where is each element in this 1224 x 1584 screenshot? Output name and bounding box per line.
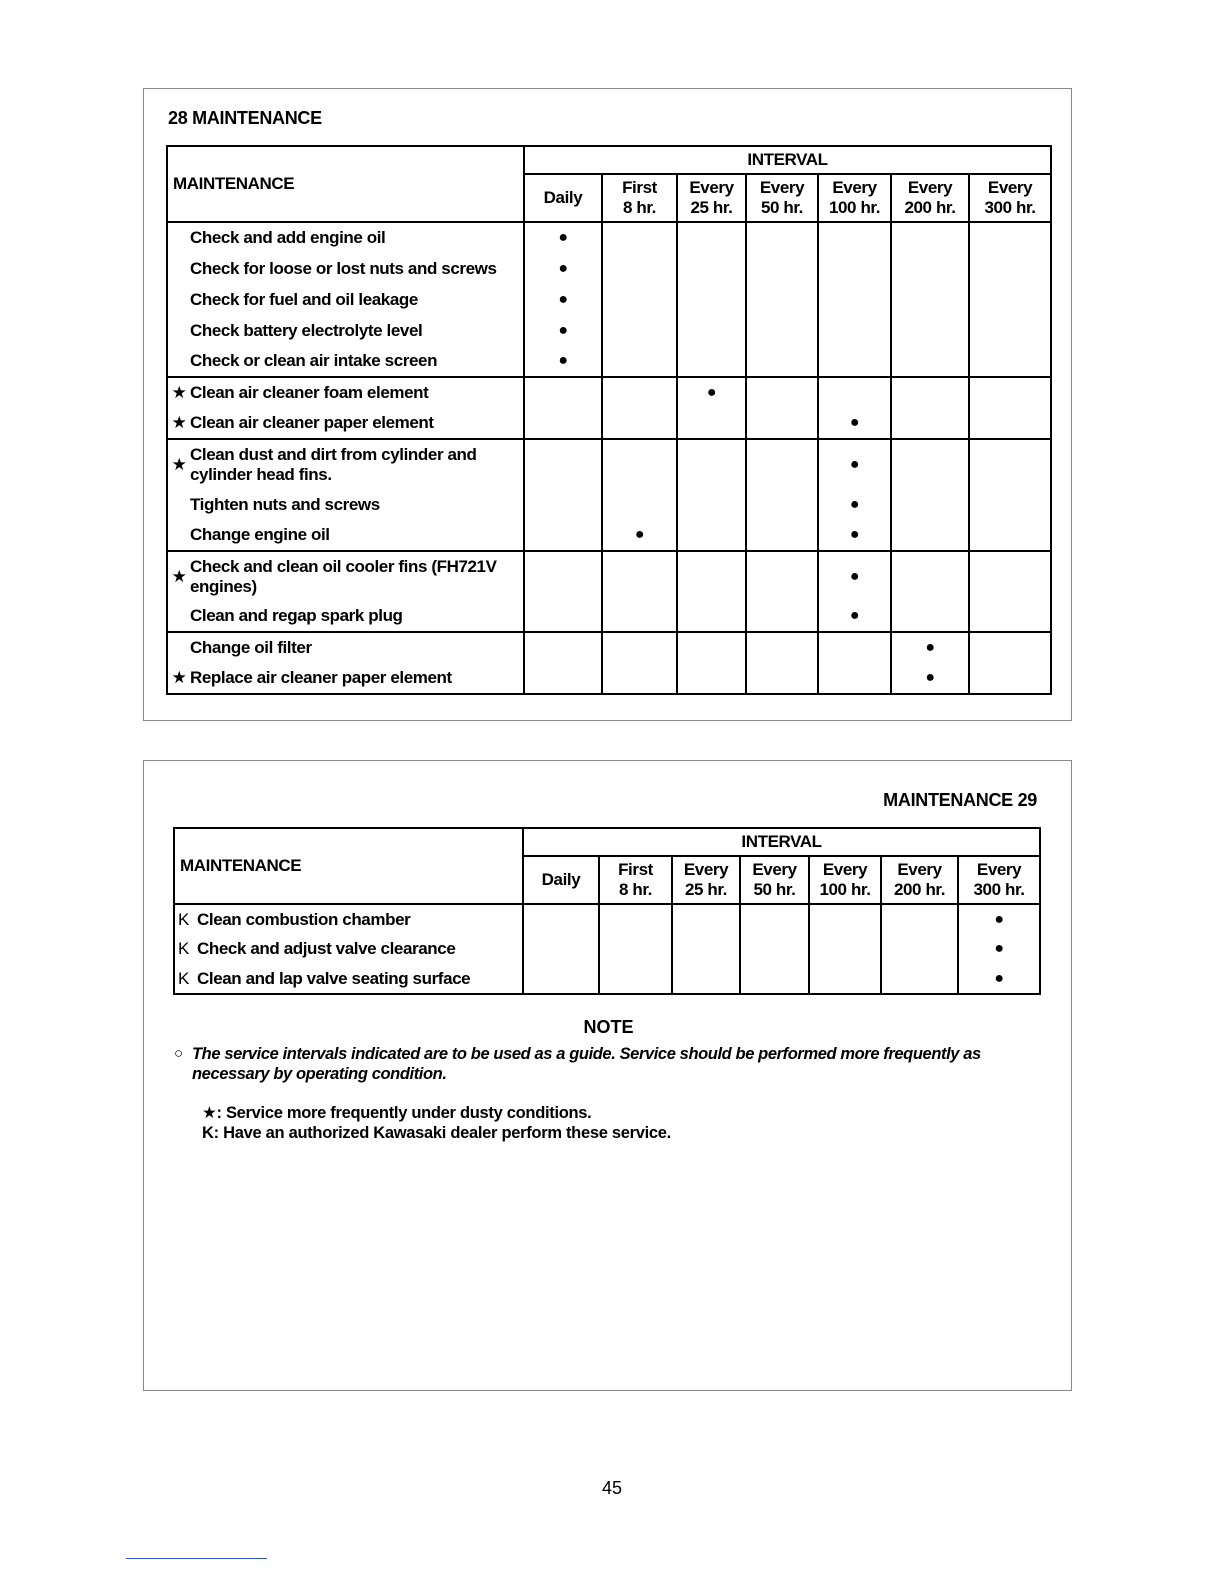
empty-cell [602,408,677,439]
column-header-line: Every [987,178,1033,197]
empty-cell [969,489,1051,520]
empty-cell [602,489,677,520]
empty-cell [746,663,818,694]
empty-cell [524,632,602,663]
empty-cell [740,904,809,934]
column-header-line: 200 hr. [893,880,946,899]
column-header-line: 25 hr. [684,880,728,899]
column-header-line: Every [976,860,1022,879]
interval-dot-icon: ● [818,520,891,551]
column-header-line: 200 hr. [904,198,956,217]
dealer-k-icon: K [178,909,189,929]
empty-cell [969,632,1051,663]
column-header-line: 100 hr. [819,880,871,899]
task-cell [167,551,524,601]
task-cell [174,904,523,934]
task-cell [167,284,524,315]
empty-cell [677,408,746,439]
empty-cell [599,904,672,934]
empty-cell [602,346,677,377]
empty-cell [969,551,1051,601]
task-label: Check battery electrolyte level [190,320,423,340]
empty-cell [523,934,599,964]
interval-dot-icon: ● [818,489,891,520]
empty-cell [891,346,969,377]
interval-dot-icon: ● [524,284,602,315]
empty-cell [818,315,891,346]
interval-dot-icon: ● [818,439,891,489]
task-label: Check or clean air intake screen [190,351,438,370]
task-label: Check for fuel and oil leakage [190,289,418,309]
table-row [174,904,1040,934]
empty-cell [746,346,818,377]
column-header-line: Every [752,860,797,879]
task-cell [174,934,523,964]
empty-cell [818,253,891,284]
empty-cell [677,253,746,284]
note-bullet-icon: ○ [174,1045,183,1062]
column-header-line: Every [759,178,805,197]
empty-cell [969,663,1051,694]
interval-header: INTERVAL [524,146,1051,174]
interval-dot-icon: ● [677,377,746,408]
empty-cell [677,632,746,663]
empty-cell [524,520,602,551]
empty-cell [672,934,740,964]
empty-cell [524,439,602,489]
note-body [174,1044,1042,1084]
task-cell [167,377,524,408]
task-label: Clean combustion chamber [197,909,411,929]
empty-cell [969,222,1051,253]
empty-cell [746,551,818,601]
table-row [174,934,1040,964]
task-label: Check and clean oil cooler fins (FH721V engines) [190,556,497,596]
task-cell [167,222,524,253]
empty-cell [524,377,602,408]
interval-column-header [891,174,969,222]
interval-column-header [740,856,809,904]
table-row [167,489,1051,520]
column-header-line: Every [832,178,877,197]
empty-cell [602,222,677,253]
task-cell [167,439,524,489]
empty-cell [746,632,818,663]
empty-cell [602,601,677,632]
interval-dot-icon: ● [524,253,602,284]
table-row [174,964,1040,994]
column-header-line: 8 hr. [619,880,652,899]
maintenance-schedule-table-top [166,145,1052,695]
table-row [167,346,1051,377]
interval-column-header [818,174,891,222]
empty-cell [524,601,602,632]
empty-cell [524,408,602,439]
interval-column-header [523,856,599,904]
empty-cell [969,284,1051,315]
maintenance-header: MAINTENANCE [174,828,523,904]
column-header-line: 100 hr. [828,198,881,217]
empty-cell [602,439,677,489]
empty-cell [602,377,677,408]
task-label: Change engine oil [190,525,330,544]
dealer-k-icon: K [178,968,189,988]
empty-cell [809,934,881,964]
interval-column-header [599,856,672,904]
task-label: Check and adjust valve clearance [197,939,456,958]
bottom-page-panel [143,760,1072,1391]
empty-cell [818,284,891,315]
task-cell [167,663,524,694]
interval-column-header [746,174,818,222]
empty-cell [602,632,677,663]
interval-column-header [881,856,958,904]
empty-cell [746,520,818,551]
empty-cell [524,551,602,601]
top-page-panel [143,88,1072,721]
empty-cell [523,904,599,934]
empty-cell [524,663,602,694]
column-header-line: 300 hr. [973,880,1025,899]
task-label: Tighten nuts and screws [190,494,380,514]
maintenance-schedule-table-bottom [173,827,1041,995]
task-label: Clean air cleaner foam element [190,383,429,402]
empty-cell [677,439,746,489]
task-cell [167,520,524,551]
empty-cell [746,222,818,253]
dealer-k-icon: K [178,939,189,958]
column-header-line: Every [897,860,942,879]
note-title: NOTE [583,1017,634,1037]
empty-cell [672,964,740,994]
empty-cell [891,408,969,439]
empty-cell [891,222,969,253]
task-label: Clean dust and dirt from cylinder and cylinder head fins. [190,444,477,484]
empty-cell [969,346,1051,377]
empty-cell [677,520,746,551]
empty-cell [523,964,599,994]
interval-dot-icon: ● [818,551,891,601]
empty-cell [746,408,818,439]
footer-rule [126,1558,267,1559]
table-row [167,284,1051,315]
empty-cell [677,601,746,632]
interval-dot-icon: ● [602,520,677,551]
empty-cell [818,346,891,377]
column-header-line: 8 hr. [623,198,656,217]
empty-cell [740,964,809,994]
page-header-28: 28 MAINTENANCE [168,108,322,128]
interval-column-header [969,174,1051,222]
empty-cell [677,284,746,315]
empty-cell [818,222,891,253]
column-header-line: Every [689,178,734,197]
empty-cell [891,284,969,315]
task-label: Check for loose or lost nuts and screws [190,258,497,278]
column-header-line: Every [907,178,953,197]
empty-cell [809,904,881,934]
empty-cell [746,377,818,408]
interval-column-header [672,856,740,904]
table-row [167,377,1051,408]
legend-k: K: Have an authorized Kawasaki dealer perform these service. [202,1124,671,1142]
empty-cell [881,904,958,934]
table-row [167,520,1051,551]
table-row [167,632,1051,663]
page-number: 45 [601,1478,623,1498]
task-cell [167,632,524,663]
page-header-29: MAINTENANCE 29 [883,790,1037,810]
empty-cell [746,284,818,315]
task-cell [167,489,524,520]
task-label: Change oil filter [190,638,312,657]
task-label: Clean and regap spark plug [190,606,403,625]
empty-cell [599,934,672,964]
empty-cell [969,520,1051,551]
empty-cell [818,663,891,694]
task-cell [167,601,524,632]
empty-cell [677,489,746,520]
empty-cell [677,315,746,346]
empty-cell [891,601,969,632]
empty-cell [818,377,891,408]
task-label: Replace air cleaner paper element [190,668,452,687]
task-cell [174,964,523,994]
interval-column-header [958,856,1040,904]
star-icon: ★ [171,566,187,586]
column-header-line: 300 hr. [984,198,1036,217]
empty-cell [969,253,1051,284]
table-row [167,601,1051,632]
task-cell [167,315,524,346]
empty-cell [677,551,746,601]
empty-cell [809,964,881,994]
column-header-line: First [618,860,653,879]
empty-cell [891,439,969,489]
task-cell [167,253,524,284]
interval-dot-icon: ● [524,222,602,253]
interval-column-header [677,174,746,222]
table-row [167,439,1051,489]
empty-cell [672,904,740,934]
interval-dot-icon: ● [958,964,1040,994]
interval-dot-icon: ● [524,315,602,346]
interval-column-header [602,174,677,222]
empty-cell [524,489,602,520]
star-icon: ★ [171,383,187,402]
interval-dot-icon: ● [818,601,891,632]
column-header-line: Daily [543,188,583,207]
column-header-line: Every [822,860,868,879]
star-icon: ★ [171,668,187,687]
interval-column-header [524,174,602,222]
table-row [167,222,1051,253]
empty-cell [891,253,969,284]
empty-cell [602,315,677,346]
maintenance-header: MAINTENANCE [167,146,524,222]
empty-cell [969,377,1051,408]
empty-cell [818,632,891,663]
column-header-line: First [622,178,657,197]
note-text: The service intervals indicated are to be used as a guide. Service should be performed more frequently as necessary by operating condition. [192,1045,981,1083]
interval-dot-icon: ● [958,934,1040,964]
star-icon: ★ [171,413,187,432]
empty-cell [969,315,1051,346]
empty-cell [746,439,818,489]
star-icon: ★ [171,454,187,474]
empty-cell [602,253,677,284]
empty-cell [881,934,958,964]
interval-dot-icon: ● [524,346,602,377]
column-header-line: Every [683,860,729,879]
task-label: Clean air cleaner paper element [190,413,434,432]
table-row [167,253,1051,284]
empty-cell [602,284,677,315]
empty-cell [969,601,1051,632]
empty-cell [969,408,1051,439]
task-label: Check and add engine oil [190,228,386,247]
table-row [167,551,1051,601]
interval-column-header [809,856,881,904]
empty-cell [881,964,958,994]
empty-cell [677,222,746,253]
empty-cell [599,964,672,994]
column-header-line: Daily [541,870,581,889]
column-header-line: 25 hr. [690,198,733,217]
empty-cell [677,663,746,694]
interval-dot-icon: ● [958,904,1040,934]
empty-cell [891,520,969,551]
column-header-line: 50 hr. [760,198,804,217]
empty-cell [891,315,969,346]
task-cell [167,346,524,377]
empty-cell [746,489,818,520]
empty-cell [602,663,677,694]
table-row [167,408,1051,439]
empty-cell [746,253,818,284]
empty-cell [891,551,969,601]
empty-cell [746,601,818,632]
empty-cell [969,439,1051,489]
interval-header: INTERVAL [523,828,1040,856]
task-label: Clean and lap valve seating surface [197,968,471,988]
task-cell [167,408,524,439]
legend [202,1103,671,1143]
column-header-line: 50 hr. [753,880,796,899]
interval-dot-icon: ● [818,408,891,439]
table-row [167,663,1051,694]
interval-dot-icon: ● [891,663,969,694]
empty-cell [891,377,969,408]
empty-cell [677,346,746,377]
legend-star: ★: Service more frequently under dusty conditions. [202,1104,592,1122]
table-row [167,315,1051,346]
empty-cell [602,551,677,601]
empty-cell [740,934,809,964]
empty-cell [891,489,969,520]
empty-cell [746,315,818,346]
interval-dot-icon: ● [891,632,969,663]
